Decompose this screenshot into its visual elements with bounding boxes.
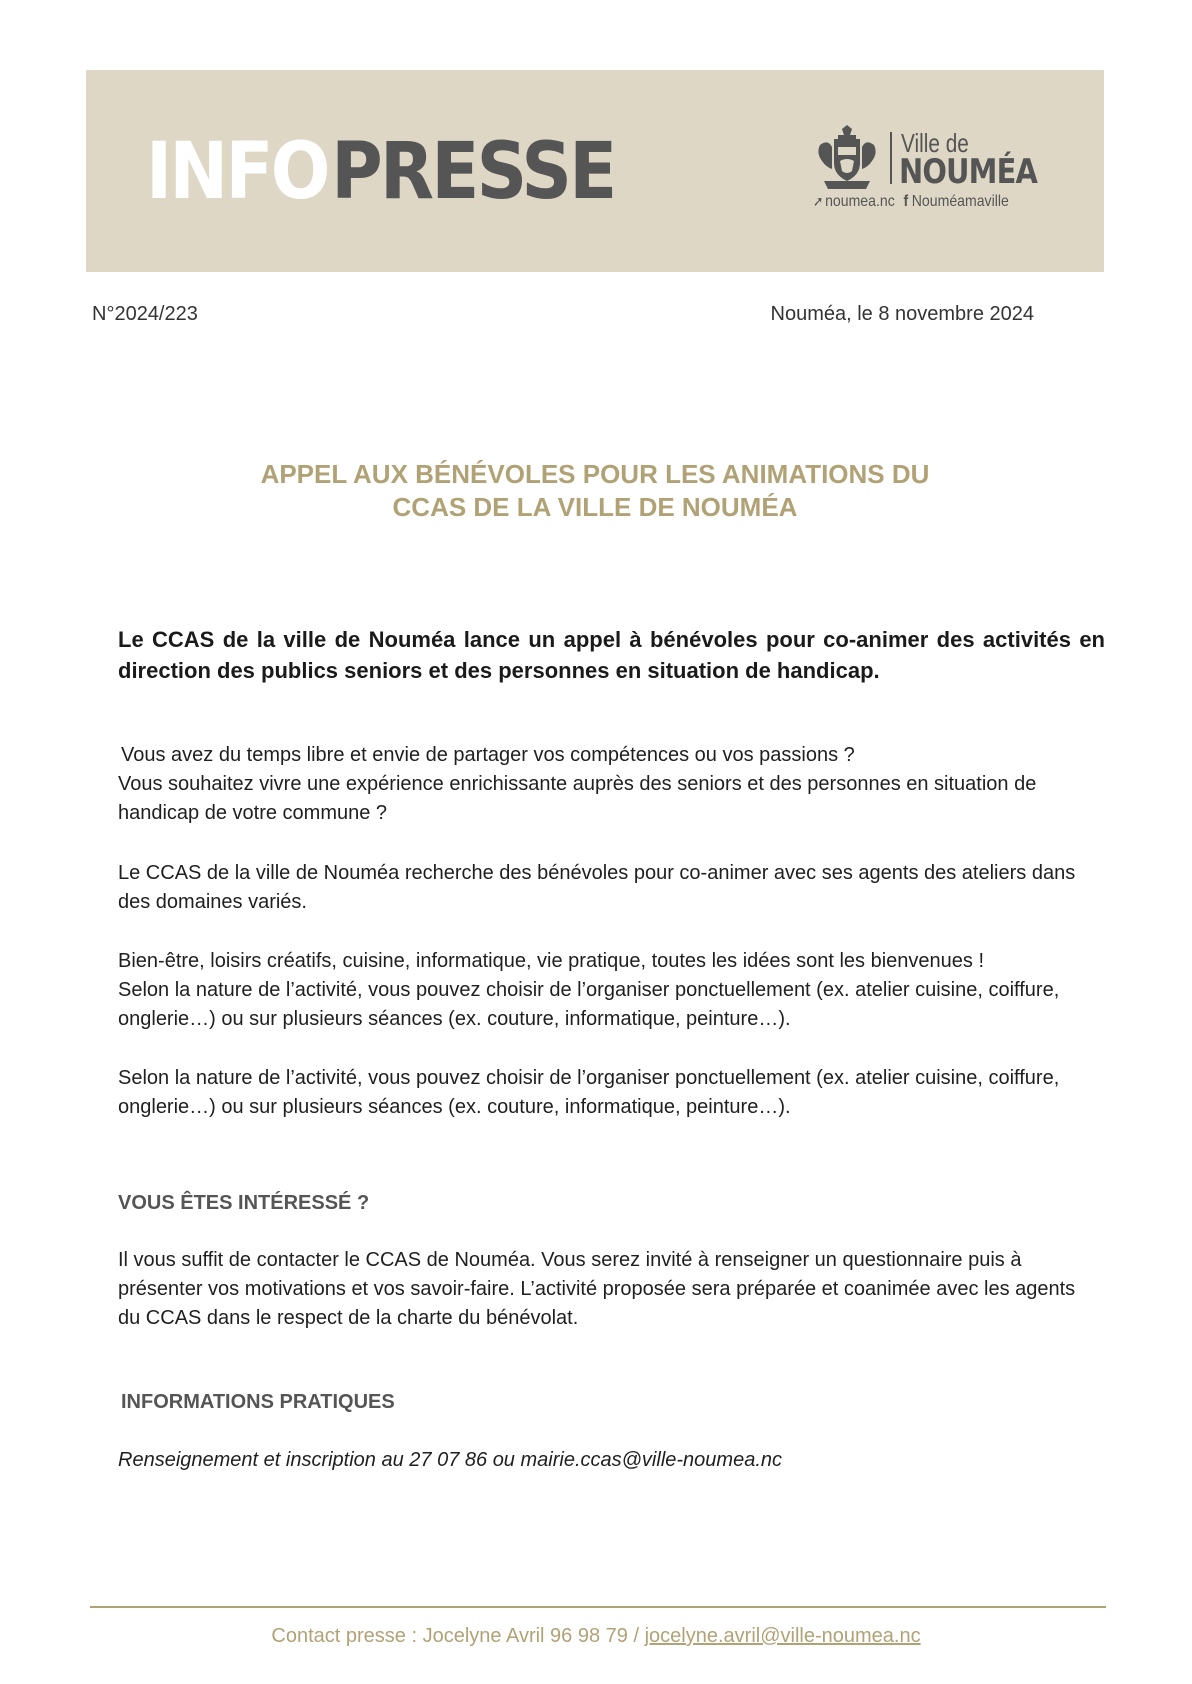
interest-paragraph xyxy=(118,1246,1093,1333)
interest-heading: VOUS ÊTES INTÉRESSÉ ? xyxy=(118,1192,370,1214)
footer-divider xyxy=(90,1606,1106,1608)
info-presse-logo xyxy=(146,122,614,222)
logo-noumea: NOUMÉA xyxy=(899,152,1037,192)
logo-socials xyxy=(813,193,1009,211)
brand-presse: PRESSE xyxy=(331,127,615,217)
paragraph-4 xyxy=(118,1064,1093,1122)
page-title xyxy=(86,458,1104,524)
title-line-1: APPEL AUX BÉNÉVOLES POUR LES ANIMATIONS DU xyxy=(260,459,930,489)
logo-ville-de: Ville de xyxy=(901,128,969,158)
press-reference: N°2024/223 xyxy=(92,303,198,325)
press-contact-footer xyxy=(0,1625,1192,1648)
title-line-2: CCAS DE LA VILLE DE NOUMÉA xyxy=(392,492,798,522)
paragraph-2-text: Le CCAS de la ville de Nouméa recherche des bénévoles pour co-animer avec ses agents des ateliers dans des domaines variés. xyxy=(118,862,1076,913)
paragraph-3 xyxy=(118,947,1093,1034)
city-crest-icon xyxy=(814,125,880,195)
press-banner xyxy=(86,70,1104,272)
paragraph-1-line-1: Vous avez du temps libre et envie de partager vos compétences ou vos passions ? xyxy=(121,744,855,766)
footer-email-link[interactable]: jocelyne.avril@ville-noumea.nc xyxy=(644,1625,921,1647)
interest-text: Il vous suffit de contacter le CCAS de Nouméa. Vous serez invité à renseigner un questionnaire puis à présenter vos motivations et vos savoir-faire. L’activité proposée sera préparée et coanimée avec les agents du CCAS dans le respect de la charte du bénévolat. xyxy=(118,1249,1076,1329)
website-label: noumea.nc xyxy=(825,193,895,210)
logo-divider xyxy=(890,132,892,184)
paragraph-2 xyxy=(118,859,1093,917)
practical-paragraph xyxy=(118,1446,1093,1475)
brand-info: INFO xyxy=(146,127,328,217)
facebook-icon: f xyxy=(903,193,909,210)
paragraph-3-line-1: Bien-être, loisirs créatifs, cuisine, informatique, vie pratique, toutes les idées sont les bienvenues ! xyxy=(118,950,984,972)
paragraph-3-line-2: Selon la nature de l’activité, vous pouvez choisir de l’organiser ponctuellement (ex. atelier cuisine, coiffure, onglerie…) ou sur plusieurs séances (ex. couture, informatique, peinture…). xyxy=(118,979,1060,1030)
paragraph-1-line-2: Vous souhaitez vivre une expérience enrichissante auprès des seniors et des personnes en situation de handicap de votre commune ? xyxy=(118,773,1037,824)
practical-heading: INFORMATIONS PRATIQUES xyxy=(121,1391,395,1413)
paragraph-4-text: Selon la nature de l’activité, vous pouvez choisir de l’organiser ponctuellement (ex. atelier cuisine, coiffure, onglerie…) ou sur plusieurs séances (ex. couture, informatique, peinture…). xyxy=(118,1067,1060,1118)
practical-text: Renseignement et inscription au 27 07 86 ou mairie.ccas@ville-noumea.nc xyxy=(118,1449,782,1471)
footer-contact-text: Contact presse : Jocelyne Avril 96 98 79 / xyxy=(271,1625,645,1647)
paragraph-1 xyxy=(118,741,1093,828)
arrow-icon: ➚ xyxy=(813,193,824,209)
facebook-label: Nouméamaville xyxy=(911,193,1009,210)
press-date: Nouméa, le 8 novembre 2024 xyxy=(770,303,1034,325)
lead-paragraph: Le CCAS de la ville de Nouméa lance un appel à bénévoles pour co-animer des activités en direction des publics seniors et des personnes en situation de handicap. xyxy=(118,627,1105,683)
